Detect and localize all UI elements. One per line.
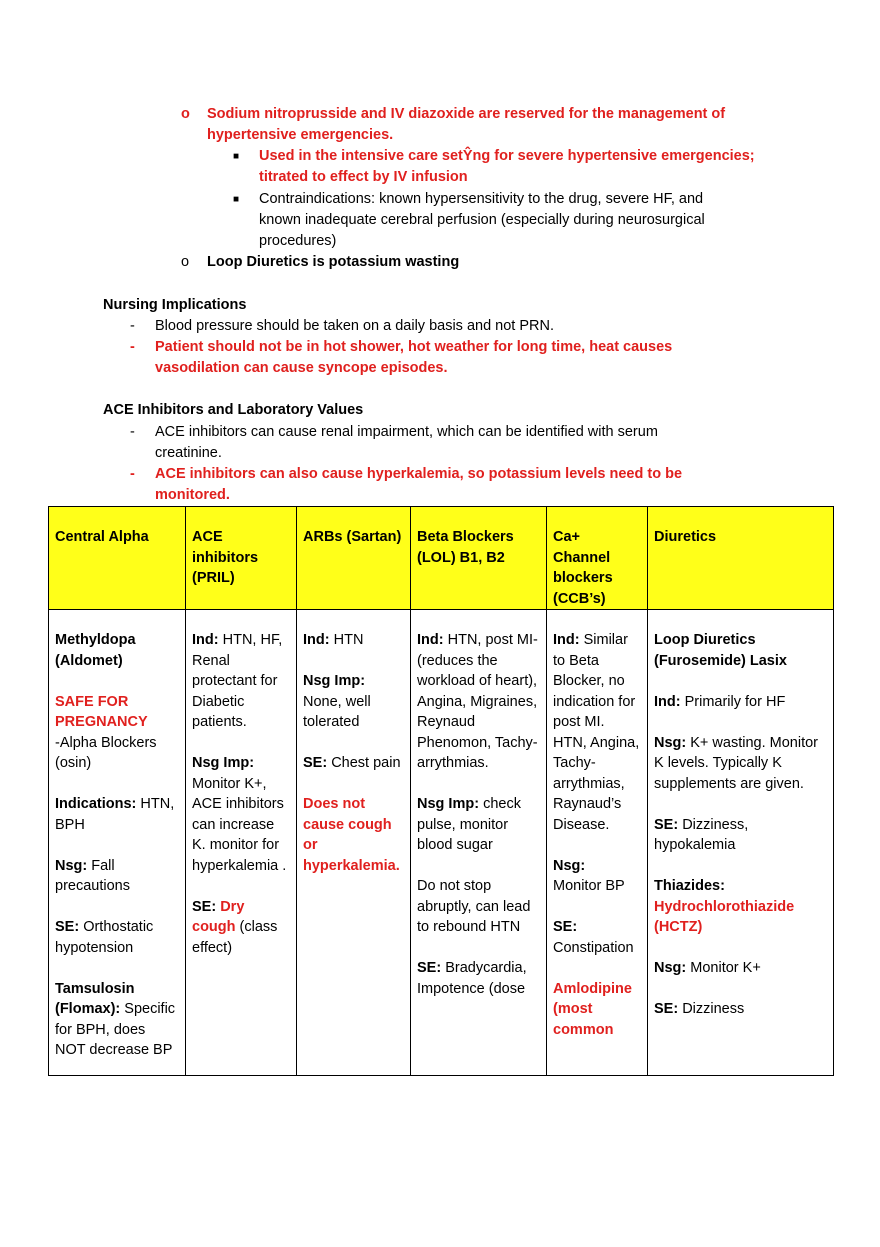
- side-effects: SE: Chest pain: [303, 755, 401, 771]
- side-effects-thiazides: SE: Dizziness: [654, 1001, 745, 1017]
- sub-item-icu-cont: titrated to effect by IV infusion: [259, 169, 468, 185]
- nursing-text: Monitor BP: [553, 878, 625, 894]
- side-effects-label: SE:: [553, 919, 578, 935]
- ace-lab-item-renal-cont: creatinine.: [155, 445, 222, 461]
- bullet-o-icon: o: [181, 254, 190, 270]
- loop-diuretics: Loop Diuretics (Furosemide) Lasix: [654, 632, 787, 669]
- indications: Indications: HTN, BPH: [55, 796, 175, 833]
- cell-ccb: [547, 610, 648, 1076]
- header-ca-channel-blockers: Ca+ Channel blockers (CCB’s): [547, 507, 648, 610]
- side-effects: SE: Orthostatic hypotension: [55, 919, 154, 956]
- side-effects: SE: Bradycardia, Impotence (dose: [417, 960, 527, 997]
- nursing-text: Monitor K+, ACE inhibitors can increase K. monitor for hyperkalemia .: [192, 775, 287, 874]
- indications: Ind: Primarily for HF: [654, 693, 786, 710]
- side-effects-text: Constipation: [553, 939, 634, 956]
- thiazides-label: Thiazides:: [654, 878, 725, 894]
- nursing-item-bp: Blood pressure should be taken on a daily basis and not PRN.: [155, 318, 554, 334]
- header-beta-blockers: Beta Blockers (LOL) B1, B2: [411, 507, 547, 610]
- nursing-item-heat: Patient should not be in hot shower, hot weather for long time, heat causes: [155, 339, 673, 355]
- side-effects: SE: Dry cough (class effect): [192, 898, 278, 956]
- ace-lab-item-hyperkalemia: ACE inhibitors can also cause hyperkalemia, so potassium levels need to be: [155, 466, 683, 482]
- nursing-thiazides: Nsg: Monitor K+: [654, 960, 761, 976]
- list-item-loop: Loop Diuretics is potassium wasting: [207, 254, 460, 270]
- cell-beta-blockers: [411, 610, 547, 1076]
- nursing: Nsg Imp: check pulse, monitor blood sugar: [417, 796, 521, 853]
- nursing: Nsg: Fall precautions: [55, 857, 130, 894]
- header-diuretics: Diuretics: [648, 507, 834, 610]
- indications: Ind: HTN, post MI- (reduces the workload of heart), Angina, Migraines, Reynaud Phenomon, Tachy-arrythmias.: [417, 632, 538, 771]
- header-ace-inhibitors: ACE inhibitors (PRIL): [186, 507, 297, 610]
- safe-for-pregnancy: SAFE FOR PREGNANCY: [55, 693, 148, 730]
- ace-lab-item-hyperkalemia-cont: monitored.: [155, 487, 230, 503]
- sub-item-contraindications-cont: known inadequate cerebral perfusion (especially during neurosurgical: [259, 212, 705, 228]
- nursing-label: Nsg Imp:: [303, 673, 366, 689]
- cell-ace-inhibitors: [186, 610, 297, 1076]
- indications: Ind: HTN, HF, Renal protectant for Diabetic patients.: [192, 632, 283, 730]
- side-effects: SE: Dizziness, hypokalemia: [654, 816, 749, 853]
- nursing-heading: Nursing Implications: [103, 297, 247, 313]
- bullet-o-icon: o: [181, 106, 190, 122]
- nursing: Nsg: K+ wasting. Monitor K levels. Typically K supplements are given.: [654, 734, 819, 792]
- sub-item-contraindications-cont2: procedures): [259, 233, 337, 249]
- cell-central-alpha: [49, 610, 186, 1076]
- alpha-blockers-note: -Alpha Blockers (osin): [55, 734, 157, 771]
- arb-note: Does not cause cough or hyperkalemia.: [303, 796, 400, 874]
- indications: Ind: HTN: [303, 632, 364, 648]
- list-item-nitroprusside-cont: hypertensive emergencies.: [207, 127, 394, 143]
- warning: Do not stop abruptly, can lead to rebound HTN: [417, 878, 531, 935]
- cell-diuretics: [648, 610, 834, 1076]
- sub-item-icu: Used in the intensive care setŶng for severe hypertensive emergencies;: [259, 148, 755, 164]
- dash-bullet: -: [130, 466, 135, 482]
- dash-bullet: -: [130, 339, 135, 355]
- dash-bullet: -: [130, 424, 135, 440]
- ace-lab-heading: ACE Inhibitors and Laboratory Values: [103, 402, 364, 418]
- drug-amlodipine: Amlodipine (most common: [553, 980, 632, 1038]
- square-bullet-icon: ■: [233, 151, 240, 162]
- header-arbs: ARBs (Sartan): [297, 507, 411, 610]
- nursing-item-heat-cont: vasodilation can cause syncope episodes.: [155, 360, 448, 376]
- drug-hctz: Hydrochlorothiazide (HCTZ): [654, 898, 795, 935]
- sub-item-contraindications: Contraindications: known hypersensitivity to the drug, severe HF, and: [259, 191, 704, 207]
- nursing-label: Nsg Imp:: [192, 755, 255, 771]
- table-header-row: [49, 507, 834, 610]
- ace-lab-item-renal: ACE inhibitors can cause renal impairment, which can be identified with serum: [155, 424, 658, 440]
- table-row: [49, 610, 834, 1076]
- nursing-label: Nsg:: [553, 857, 586, 874]
- drug-methyldopa: Methyldopa (Aldomet): [55, 632, 136, 669]
- square-bullet-icon: ■: [233, 194, 240, 205]
- antihypertensive-table: [48, 506, 834, 1076]
- header-central-alpha: Central Alpha: [49, 507, 186, 610]
- indications: Ind: Similar to Beta Blocker, no indication for post MI. HTN, Angina, Tachy-arrythmias, Raynaud’s Disease.: [553, 632, 640, 833]
- nursing-text: None, well tolerated: [303, 693, 371, 730]
- cell-arbs: [297, 610, 411, 1076]
- list-item-nitroprusside: Sodium nitroprusside and IV diazoxide are reserved for the management of: [207, 106, 726, 122]
- dash-bullet: -: [130, 318, 135, 334]
- drug-tamsulosin: Tamsulosin (Flomax): Specific for BPH, does NOT decrease BP: [55, 980, 176, 1058]
